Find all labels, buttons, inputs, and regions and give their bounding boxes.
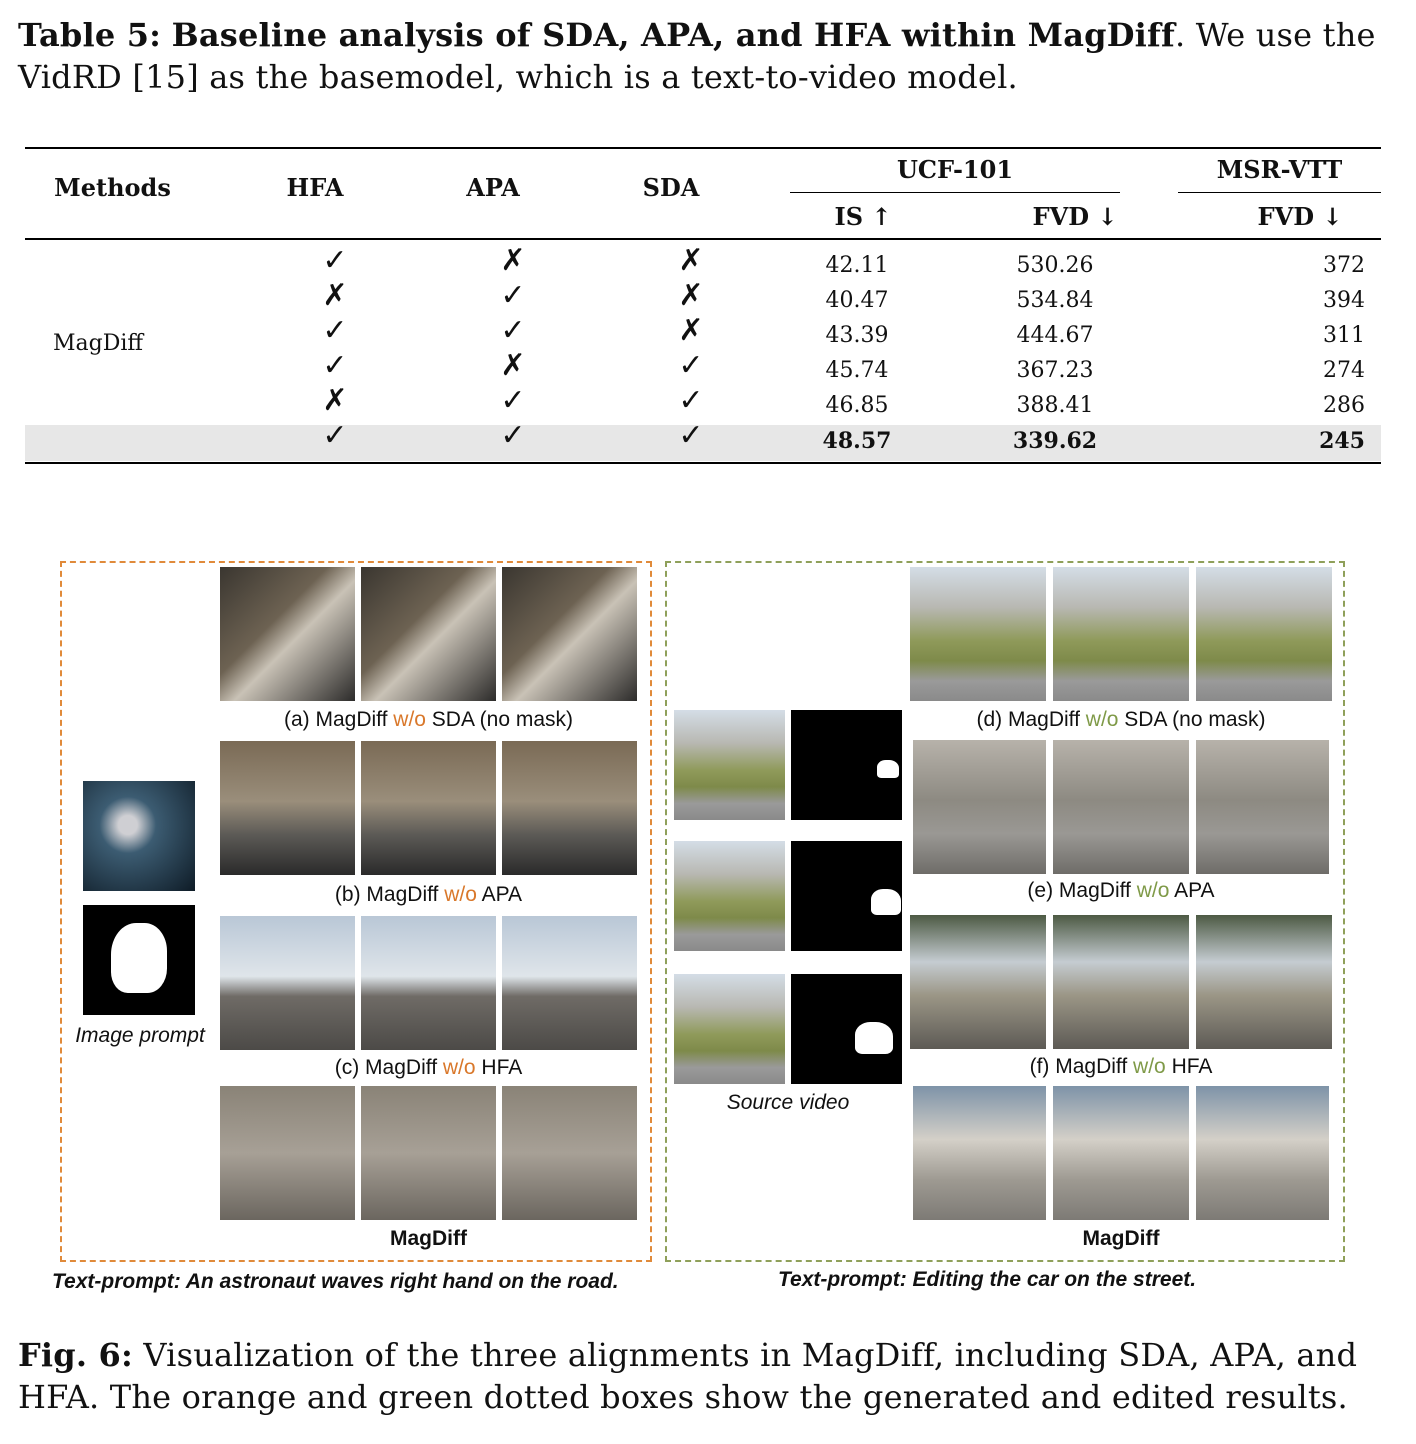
frame-final-r2 <box>1053 1086 1189 1220</box>
frame-c3 <box>502 916 637 1050</box>
image-prompt-photo <box>83 781 195 891</box>
top-rule <box>25 147 1381 149</box>
cell-fvd: 367.23 <box>1016 358 1094 383</box>
header-fvd-msr: FVD ↓ <box>1257 202 1343 231</box>
frame-f3 <box>1196 915 1332 1049</box>
subcaption-b: (b) MagDiff w/o APA <box>334 883 523 906</box>
car-silhouette <box>871 889 901 915</box>
cell-apa: ✓ <box>500 278 526 313</box>
cell-fvd: 534.84 <box>1016 288 1094 313</box>
cell-hfa: ✓ <box>322 313 348 348</box>
cell-is: 42.11 <box>825 253 889 278</box>
astronaut-silhouette <box>111 923 167 993</box>
frame-e1 <box>913 740 1046 874</box>
cell-hfa: ✗ <box>322 383 348 418</box>
source-frame-3 <box>674 974 785 1084</box>
cell-fvd: 444.67 <box>1016 323 1094 348</box>
cell-sda: ✓ <box>678 383 704 418</box>
frame-e2 <box>1053 740 1189 874</box>
cell-apa: ✗ <box>500 243 526 278</box>
cell-sda: ✗ <box>678 313 704 348</box>
car-silhouette <box>855 1022 893 1054</box>
header-ucf101: UCF-101 <box>896 155 1014 184</box>
cell-msr: 245 <box>1319 428 1365 454</box>
table-caption <box>18 14 1398 98</box>
subcaption-final-right: MagDiff <box>1082 1227 1160 1250</box>
cell-is: 43.39 <box>825 323 889 348</box>
frame-a2 <box>361 567 496 701</box>
header-apa: APA <box>466 173 520 202</box>
header-methods: Methods <box>54 173 171 202</box>
frame-final3 <box>502 1086 637 1220</box>
table-label: Table 5: <box>18 16 162 54</box>
frame-d1 <box>910 567 1046 701</box>
text-prompt-left: Text-prompt: An astronaut waves right hand on the road. <box>52 1270 619 1293</box>
cell-msr: 372 <box>1323 253 1365 278</box>
frame-a1 <box>220 567 355 701</box>
cell-msr: 274 <box>1323 358 1365 383</box>
frame-b3 <box>502 741 637 875</box>
source-frame-1 <box>674 710 785 820</box>
header-sda: SDA <box>642 173 700 202</box>
frame-c2 <box>361 916 496 1050</box>
frame-final-r3 <box>1196 1086 1329 1220</box>
source-mask-2 <box>791 841 902 951</box>
header-hfa: HFA <box>286 173 344 202</box>
cell-fvd: 388.41 <box>1016 393 1094 418</box>
subcaption-d: (d) MagDiff w/o SDA (no mask) <box>976 708 1266 731</box>
subcaption-a: (a) MagDiff w/o SDA (no mask) <box>283 708 574 731</box>
cell-apa: ✓ <box>500 313 526 348</box>
cell-sda: ✗ <box>678 243 704 278</box>
source-mask-3 <box>791 974 902 1084</box>
subcaption-f: (f) MagDiff w/o HFA <box>1029 1055 1213 1078</box>
method-name: MagDiff <box>53 331 144 356</box>
frame-final2 <box>361 1086 496 1220</box>
header-is: IS ↑ <box>834 202 892 231</box>
cell-sda: ✗ <box>678 278 704 313</box>
cell-apa: ✓ <box>500 383 526 418</box>
frame-e3 <box>1196 740 1329 874</box>
cell-sda: ✓ <box>678 348 704 383</box>
cell-is: 40.47 <box>825 288 889 313</box>
frame-b1 <box>220 741 355 875</box>
source-frame-2 <box>674 841 785 951</box>
cell-fvd: 530.26 <box>1016 253 1094 278</box>
results-table <box>25 147 1381 467</box>
car-silhouette <box>877 760 899 778</box>
cell-apa: ✗ <box>500 348 526 383</box>
frame-b2 <box>361 741 496 875</box>
frame-f2 <box>1053 915 1189 1049</box>
header-fvd: FVD ↓ <box>1032 202 1118 231</box>
subcaption-e: (e) MagDiff w/o APA <box>1027 879 1215 902</box>
cell-msr: 311 <box>1323 323 1365 348</box>
frame-final1 <box>220 1086 355 1220</box>
frame-final-r1 <box>913 1086 1046 1220</box>
subcaption-c: (c) MagDiff w/o HFA <box>334 1056 523 1079</box>
cell-sda: ✓ <box>678 418 704 453</box>
figure-caption <box>18 1334 1398 1418</box>
cell-is: 45.74 <box>825 358 889 383</box>
cell-hfa: ✓ <box>322 418 348 453</box>
frame-a3 <box>502 567 637 701</box>
cell-apa: ✓ <box>500 418 526 453</box>
text-prompt-right: Text-prompt: Editing the car on the street. <box>778 1268 1197 1291</box>
frame-c1 <box>220 916 355 1050</box>
bottom-rule <box>25 462 1381 464</box>
figure-label: Fig. 6: <box>18 1336 134 1374</box>
ucf-rule <box>790 192 1120 193</box>
cell-msr: 286 <box>1323 393 1365 418</box>
frame-d2 <box>1053 567 1189 701</box>
header-msrvtt: MSR-VTT <box>1216 155 1343 184</box>
mid-rule <box>25 238 1381 240</box>
cell-is: 46.85 <box>825 393 889 418</box>
msr-rule <box>1178 192 1381 193</box>
source-mask-1 <box>791 710 902 820</box>
cell-fvd: 339.62 <box>1012 428 1098 454</box>
cell-msr: 394 <box>1323 288 1365 313</box>
cell-is: 48.57 <box>822 428 892 454</box>
subcaption-final-left: MagDiff <box>390 1227 467 1250</box>
cell-hfa: ✓ <box>322 348 348 383</box>
image-prompt-mask <box>83 905 195 1015</box>
frame-d3 <box>1196 567 1332 701</box>
cell-hfa: ✓ <box>322 243 348 278</box>
image-prompt-label: Image prompt <box>75 1024 205 1047</box>
figure-caption-text: Visualization of the three alignments in MagDiff, including SDA, APA, and HFA. The orange and green dotted boxes show the generated and edited results. <box>18 1336 1358 1416</box>
table-title: Baseline analysis of SDA, APA, and HFA within MagDiff <box>171 16 1175 54</box>
frame-f1 <box>910 915 1046 1049</box>
table-caption-text: . We use the VidRD [15] as the basemodel, which is a text-to-video model. <box>18 16 1376 96</box>
cell-hfa: ✗ <box>322 278 348 313</box>
source-video-label: Source video <box>726 1091 850 1114</box>
